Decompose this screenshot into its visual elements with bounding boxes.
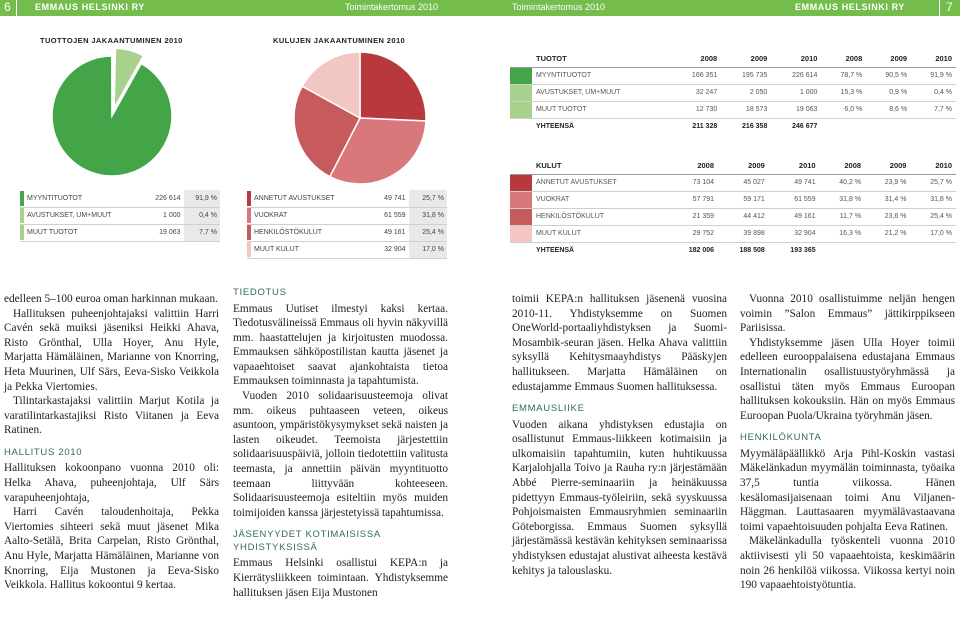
- table-cell: 61 559: [769, 191, 820, 208]
- legend-value: 1 000: [143, 207, 184, 224]
- legend-percent: 0,4 %: [184, 207, 220, 224]
- table-cell: 195 735: [721, 67, 771, 84]
- table-cell: 0,4 %: [911, 84, 956, 101]
- legend-percent: 17,0 %: [409, 241, 447, 258]
- legend-label: ANNETUT AVUSTUKSET: [251, 190, 371, 207]
- table-header-cell: 2009: [866, 50, 911, 67]
- legend-row: [20, 190, 220, 207]
- table-cell: 226 614: [771, 67, 821, 84]
- table-cell: 166 351: [671, 67, 721, 84]
- table-cell: 0,9 %: [866, 84, 911, 101]
- legend-percent: 91,9 %: [184, 190, 220, 207]
- table-cell: 31,8 %: [910, 191, 956, 208]
- paragraph: Tilintarkastajaksi valittiin Marjut Kotila ja varatilintarkastajiksi Risto Viitanen ja Eeva Ratinen.: [4, 395, 219, 437]
- table-cell: 29 752: [667, 225, 718, 242]
- table-total-cell: [910, 242, 956, 259]
- table-total-cell: [866, 118, 911, 135]
- paragraph: Yhdistyksemme jäsen Ulla Hoyer toimii edelleen eurooppalaisena edustajana Emmaus Internationalin osallistuustyöryhmässä ja osallistui täten myös Emmaus Euroopan hallituksen kokouksiin. Hän on myös Emmaus Euroopan Puola/Ukraina työryhmän jäsen.: [740, 336, 955, 422]
- legend-value: 19 063: [143, 224, 184, 241]
- income-pie-chart: [50, 48, 180, 178]
- table-header-cell: 2008: [671, 50, 721, 67]
- table-row: [510, 191, 956, 208]
- table-cell: 6,0 %: [821, 101, 866, 118]
- table-cell: 31,8 %: [820, 191, 865, 208]
- legend-label: HENKILÖSTÖKULUT: [251, 224, 371, 241]
- table-total-cell: [865, 242, 910, 259]
- table-row: [510, 101, 956, 118]
- table-cell: 15,3 %: [821, 84, 866, 101]
- table-cell: 11,7 %: [820, 208, 865, 225]
- legend-percent: 7,7 %: [184, 224, 220, 241]
- table-cell: 7,7 %: [911, 101, 956, 118]
- table-total-cell: [820, 242, 865, 259]
- table-cell: 19 063: [771, 101, 821, 118]
- table-cell: 25,7 %: [910, 174, 956, 191]
- table-cell: MYYNTITUOTOT: [532, 67, 671, 84]
- legend-value: 226 614: [143, 190, 184, 207]
- legend-label: MUUT TUOTOT: [24, 224, 143, 241]
- paragraph: Vuoden aikana yhdistyksen edustajia on osallistunut Emmaus-liikkeen kotimaisiin ja ulkomaisiin tapahtumiin, kuten huhtikuussa Karjalohjalla Toivo ja Rauha ry:n järjestämään Abbé Pierre-seminaariin ja heinäkuussa pidettyyn Emmaus-työleiriin, sekä syyskuussa Pohjoismaisten Emmausryhmien seminaariin Göteborgissa. Emmaus Suomen syksyllä järjestämässä kestävän kehityksen seminaarissa yhdistyksen edustajat alustivat aiheesta kestävä kehitys ja talouslasku.: [512, 418, 727, 577]
- income-chart-title: TUOTTOJEN JAKAANTUMINEN 2010: [40, 36, 183, 45]
- paragraph: edelleen 5–100 euroa oman harkinnan mukaan.: [4, 293, 218, 305]
- paragraph: Vuonna 2010 osallistuimme neljän hengen voimin ”Salon Emmaus” jättikirppikseen Pariisissa.: [740, 293, 955, 335]
- page-number-right: 7: [946, 0, 953, 14]
- table-header-row: [510, 50, 956, 67]
- table-header-spacer: [510, 50, 532, 67]
- table-total-spacer: [510, 118, 532, 135]
- table-cell: 73 104: [667, 174, 718, 191]
- table-header-cell: 2008: [667, 157, 718, 174]
- table-row: [510, 174, 956, 191]
- legend-row: [20, 207, 220, 224]
- table-cell: AVUSTUKSET, UM+MUUT: [532, 84, 671, 101]
- legend-row: [247, 207, 447, 224]
- table-cell: 57 791: [667, 191, 718, 208]
- table-total-cell: 211 328: [692, 123, 718, 131]
- table-header-cell: 2010: [771, 50, 821, 67]
- legend-row: [247, 241, 447, 258]
- table-cell: 18 573: [721, 101, 771, 118]
- legend-swatch: [510, 174, 532, 191]
- paragraph: Harri Cavén taloudenhoitaja, Pekka Viertomies sihteeri sekä muut jäsenet Mika Aalto-Setälä, Brita Carpelan, Risto Grönthal, Anu Hyle, Marjatta Hämäläinen, Marianne von Knorring, Eija Mustonen ja Eeva-Sisko Veikkola. Hallitus kokoontui 9 kertaa.: [4, 506, 219, 592]
- table-total-spacer: [510, 242, 532, 259]
- table-cell: 59 171: [718, 191, 769, 208]
- table-cell: 16,3 %: [820, 225, 865, 242]
- page-header: [0, 0, 960, 16]
- expense-chart-title: KULUJEN JAKAANTUMINEN 2010: [273, 36, 406, 45]
- table-cell: 2 050: [721, 84, 771, 101]
- report-title-right: Toimintakertomus 2010: [512, 2, 606, 12]
- table-header-cell: 2009: [718, 157, 769, 174]
- table-cell: 23,6 %: [865, 208, 910, 225]
- legend-percent: 25,7 %: [409, 190, 447, 207]
- legend-percent: 25,4 %: [409, 224, 447, 241]
- legend-row: [247, 190, 447, 207]
- legend-swatch: [510, 84, 532, 101]
- paragraph: Emmaus Uutiset ilmestyi kaksi kertaa. Tiedotusvälineissä Emmaus oli hyvin näkyvillä mm. haastattelujen ja kirjoitusten muodossa. Emmauksen sähköpostilistan kautta jäsenet ja vapaaehtoiset saavat ajankohtaista tietoa Emmauksen toiminnasta ja tapahtumista.: [233, 302, 448, 388]
- table-cell: 32 247: [671, 84, 721, 101]
- paragraph: Hallituksen puheenjohtajaksi valittiin Harri Cavén sekä muiksi jäseniksi Heikki Ahava, Risto Grönthal, Ulla Hoyer, Anu Hyle, Marjatta Hämäläinen, Marianne von Knorring, Heta Muurinen, Ulf Särs, Eeva-Sisko Veikkola ja Pekka Viertomies.: [4, 307, 219, 393]
- table-total-row: [510, 242, 956, 259]
- table-header-cell: 2010: [911, 50, 956, 67]
- table-total-row: [510, 118, 956, 135]
- table-total-cell: [821, 118, 866, 135]
- section-heading: HENKILÖKUNTA: [740, 432, 822, 444]
- legend-value: 49 161: [371, 224, 409, 241]
- table-cell: VUOKRAT: [532, 191, 667, 208]
- table-cell: MUUT TUOTOT: [532, 101, 671, 118]
- table-cell: 12 730: [671, 101, 721, 118]
- legend-value: 61 559: [371, 207, 409, 224]
- table-cell: 1 000: [771, 84, 821, 101]
- table-header-cell: 2009: [865, 157, 910, 174]
- paragraph: Emmaus Helsinki osallistui KEPA:n ja Kierrätysliikkeen toimintaan. Yhdistyksemme hallituksen jäsen Eija Mustonen: [233, 557, 448, 599]
- legend-label: MUUT KULUT: [251, 241, 371, 258]
- text-column-4: [740, 292, 955, 593]
- section-heading: EMMAUSLIIKE: [512, 403, 585, 415]
- text-column-2: [233, 287, 448, 600]
- table-header-cell: TUOTOT: [532, 50, 671, 67]
- section-heading: TIEDOTUS: [233, 287, 287, 298]
- income-legend: [20, 190, 220, 242]
- pie-slice: [360, 52, 426, 121]
- table-cell: 32 904: [769, 225, 820, 242]
- legend-value: 32 904: [371, 241, 409, 258]
- legend-row: [20, 224, 220, 241]
- table-total-cell: YHTEENSÄ: [536, 247, 575, 255]
- paragraph: Myymäläpäällikkö Arja Pihl-Koskin vastasi Mäkelänkadun myymälän toiminnasta, työaika 37,5 tuntia viikossa. Hänen kesälomasijaisenaan toimi Anu Viljanen-Häggman. Lauttasaaren myymälävastaavana toimi vapaehtoisuuden pohjalta Eeva Ratinen.: [740, 447, 955, 533]
- legend-label: AVUSTUKSET, UM+MUUT: [24, 207, 143, 224]
- expense-legend: [247, 190, 447, 259]
- table-cell: 90,5 %: [866, 67, 911, 84]
- legend-swatch: [510, 191, 532, 208]
- legend-swatch: [510, 208, 532, 225]
- table-cell: 25,4 %: [910, 208, 956, 225]
- table-header-cell: KULUT: [532, 157, 667, 174]
- table-cell: MUUT KULUT: [532, 225, 667, 242]
- org-name-right: EMMAUS HELSINKI RY: [795, 2, 905, 12]
- paragraph: toimii KEPA:n hallituksen jäsenenä vuosina 2010-11. Yhdistyksemme on Suomen OneWorld-portaaliyhdistyksen ja Suomi-Mosambik-seuran jäsen. Helka Ahava valittiin syksyllä Kehitysmaayhdistys Pääskyjen hallitukseen. Marjatta Hämäläinen on edustajamme Emmaus Suomen hallituksessa.: [512, 293, 727, 393]
- legend-row: [247, 224, 447, 241]
- section-heading: HALLITUS 2010: [4, 446, 83, 458]
- page-number-left: 6: [4, 0, 11, 14]
- table-header-cell: 2010: [910, 157, 956, 174]
- table-header-row: [510, 157, 956, 174]
- org-name-left: EMMAUS HELSINKI RY: [35, 2, 145, 12]
- table-cell: 40,2 %: [820, 174, 865, 191]
- table-row: [510, 208, 956, 225]
- income-table: [510, 50, 956, 135]
- table-row: [510, 67, 956, 84]
- table-cell: 17,0 %: [910, 225, 956, 242]
- legend-swatch: [510, 67, 532, 84]
- table-cell: 8,6 %: [866, 101, 911, 118]
- table-cell: 49 741: [769, 174, 820, 191]
- table-cell: 49 161: [769, 208, 820, 225]
- table-cell: 45 027: [718, 174, 769, 191]
- paragraph: Vuoden 2010 solidaarisuusteemoja olivat mm. oikeus puhtaaseen veteen, oikeus asuntoon, ympäristökysymykset sekä naisten ja lasten oikeudet. Teemoista järjestettiin solidaarisuuspäiviä, jolloin tiedotettiin valitusta teemasta, ja annettiin päivän myyntituotto teemaan liittyvään kohteeseen. Solidaarisuusteemoja esiteltiin myös muiden toimijoiden kanssa järjestetyissä tapahtumissa.: [233, 390, 448, 519]
- legend-swatch: [510, 225, 532, 242]
- table-cell: ANNETUT AVUSTUKSET: [532, 174, 667, 191]
- table-header-cell: 2010: [769, 157, 820, 174]
- legend-value: 49 741: [371, 190, 409, 207]
- pie-slice: [112, 56, 114, 116]
- legend-swatch: [510, 101, 532, 118]
- table-header-cell: 2009: [721, 50, 771, 67]
- text-column-1: [4, 292, 219, 593]
- legend-percent: 31,8 %: [409, 207, 447, 224]
- table-header-spacer: [510, 157, 532, 174]
- legend-label: MYYNTITUOTOT: [24, 190, 143, 207]
- legend-label: VUOKRAT: [251, 207, 371, 224]
- table-total-cell: 246 677: [792, 123, 818, 131]
- table-header-cell: 2008: [821, 50, 866, 67]
- table-total-cell: 182 006: [688, 247, 715, 255]
- section-heading: JÄSENYYDET KOTIMAISISSA YHDISTYKSISSÄ: [233, 529, 381, 553]
- text-column-3: [512, 292, 727, 578]
- table-cell: 23,9 %: [865, 174, 910, 191]
- table-cell: 78,7 %: [821, 67, 866, 84]
- table-total-cell: 188 508: [739, 247, 765, 255]
- table-cell: 91,9 %: [911, 67, 956, 84]
- table-cell: HENKILÖSTÖKULUT: [532, 208, 667, 225]
- paragraph: Mäkelänkadulla työskenteli vuonna 2010 aktiivisesti yli 50 vapaaehtoista, keskimäärin noin 26 henkilöä viikossa. Viikossa kertyi noin 190 vapaaehtoistyötuntia.: [740, 535, 955, 592]
- table-total-cell: 193 365: [790, 247, 816, 255]
- report-title-left: Toimintakertomus 2010: [345, 2, 439, 12]
- table-row: [510, 84, 956, 101]
- table-total-cell: [911, 118, 956, 135]
- table-cell: 21 359: [667, 208, 718, 225]
- expense-table: [510, 157, 956, 259]
- table-total-cell: 216 358: [742, 123, 768, 131]
- table-total-cell: YHTEENSÄ: [536, 123, 575, 131]
- table-header-cell: 2008: [820, 157, 865, 174]
- paragraph: Hallituksen kokoonpano vuonna 2010 oli: Helka Ahava, puheenjohtaja, Ulf Särs varapuheenjohtaja,: [4, 462, 219, 504]
- expense-pie-chart: [290, 48, 430, 188]
- table-row: [510, 225, 956, 242]
- table-cell: 39 898: [718, 225, 769, 242]
- table-cell: 21,2 %: [865, 225, 910, 242]
- table-cell: 31,4 %: [865, 191, 910, 208]
- table-cell: 44 412: [718, 208, 769, 225]
